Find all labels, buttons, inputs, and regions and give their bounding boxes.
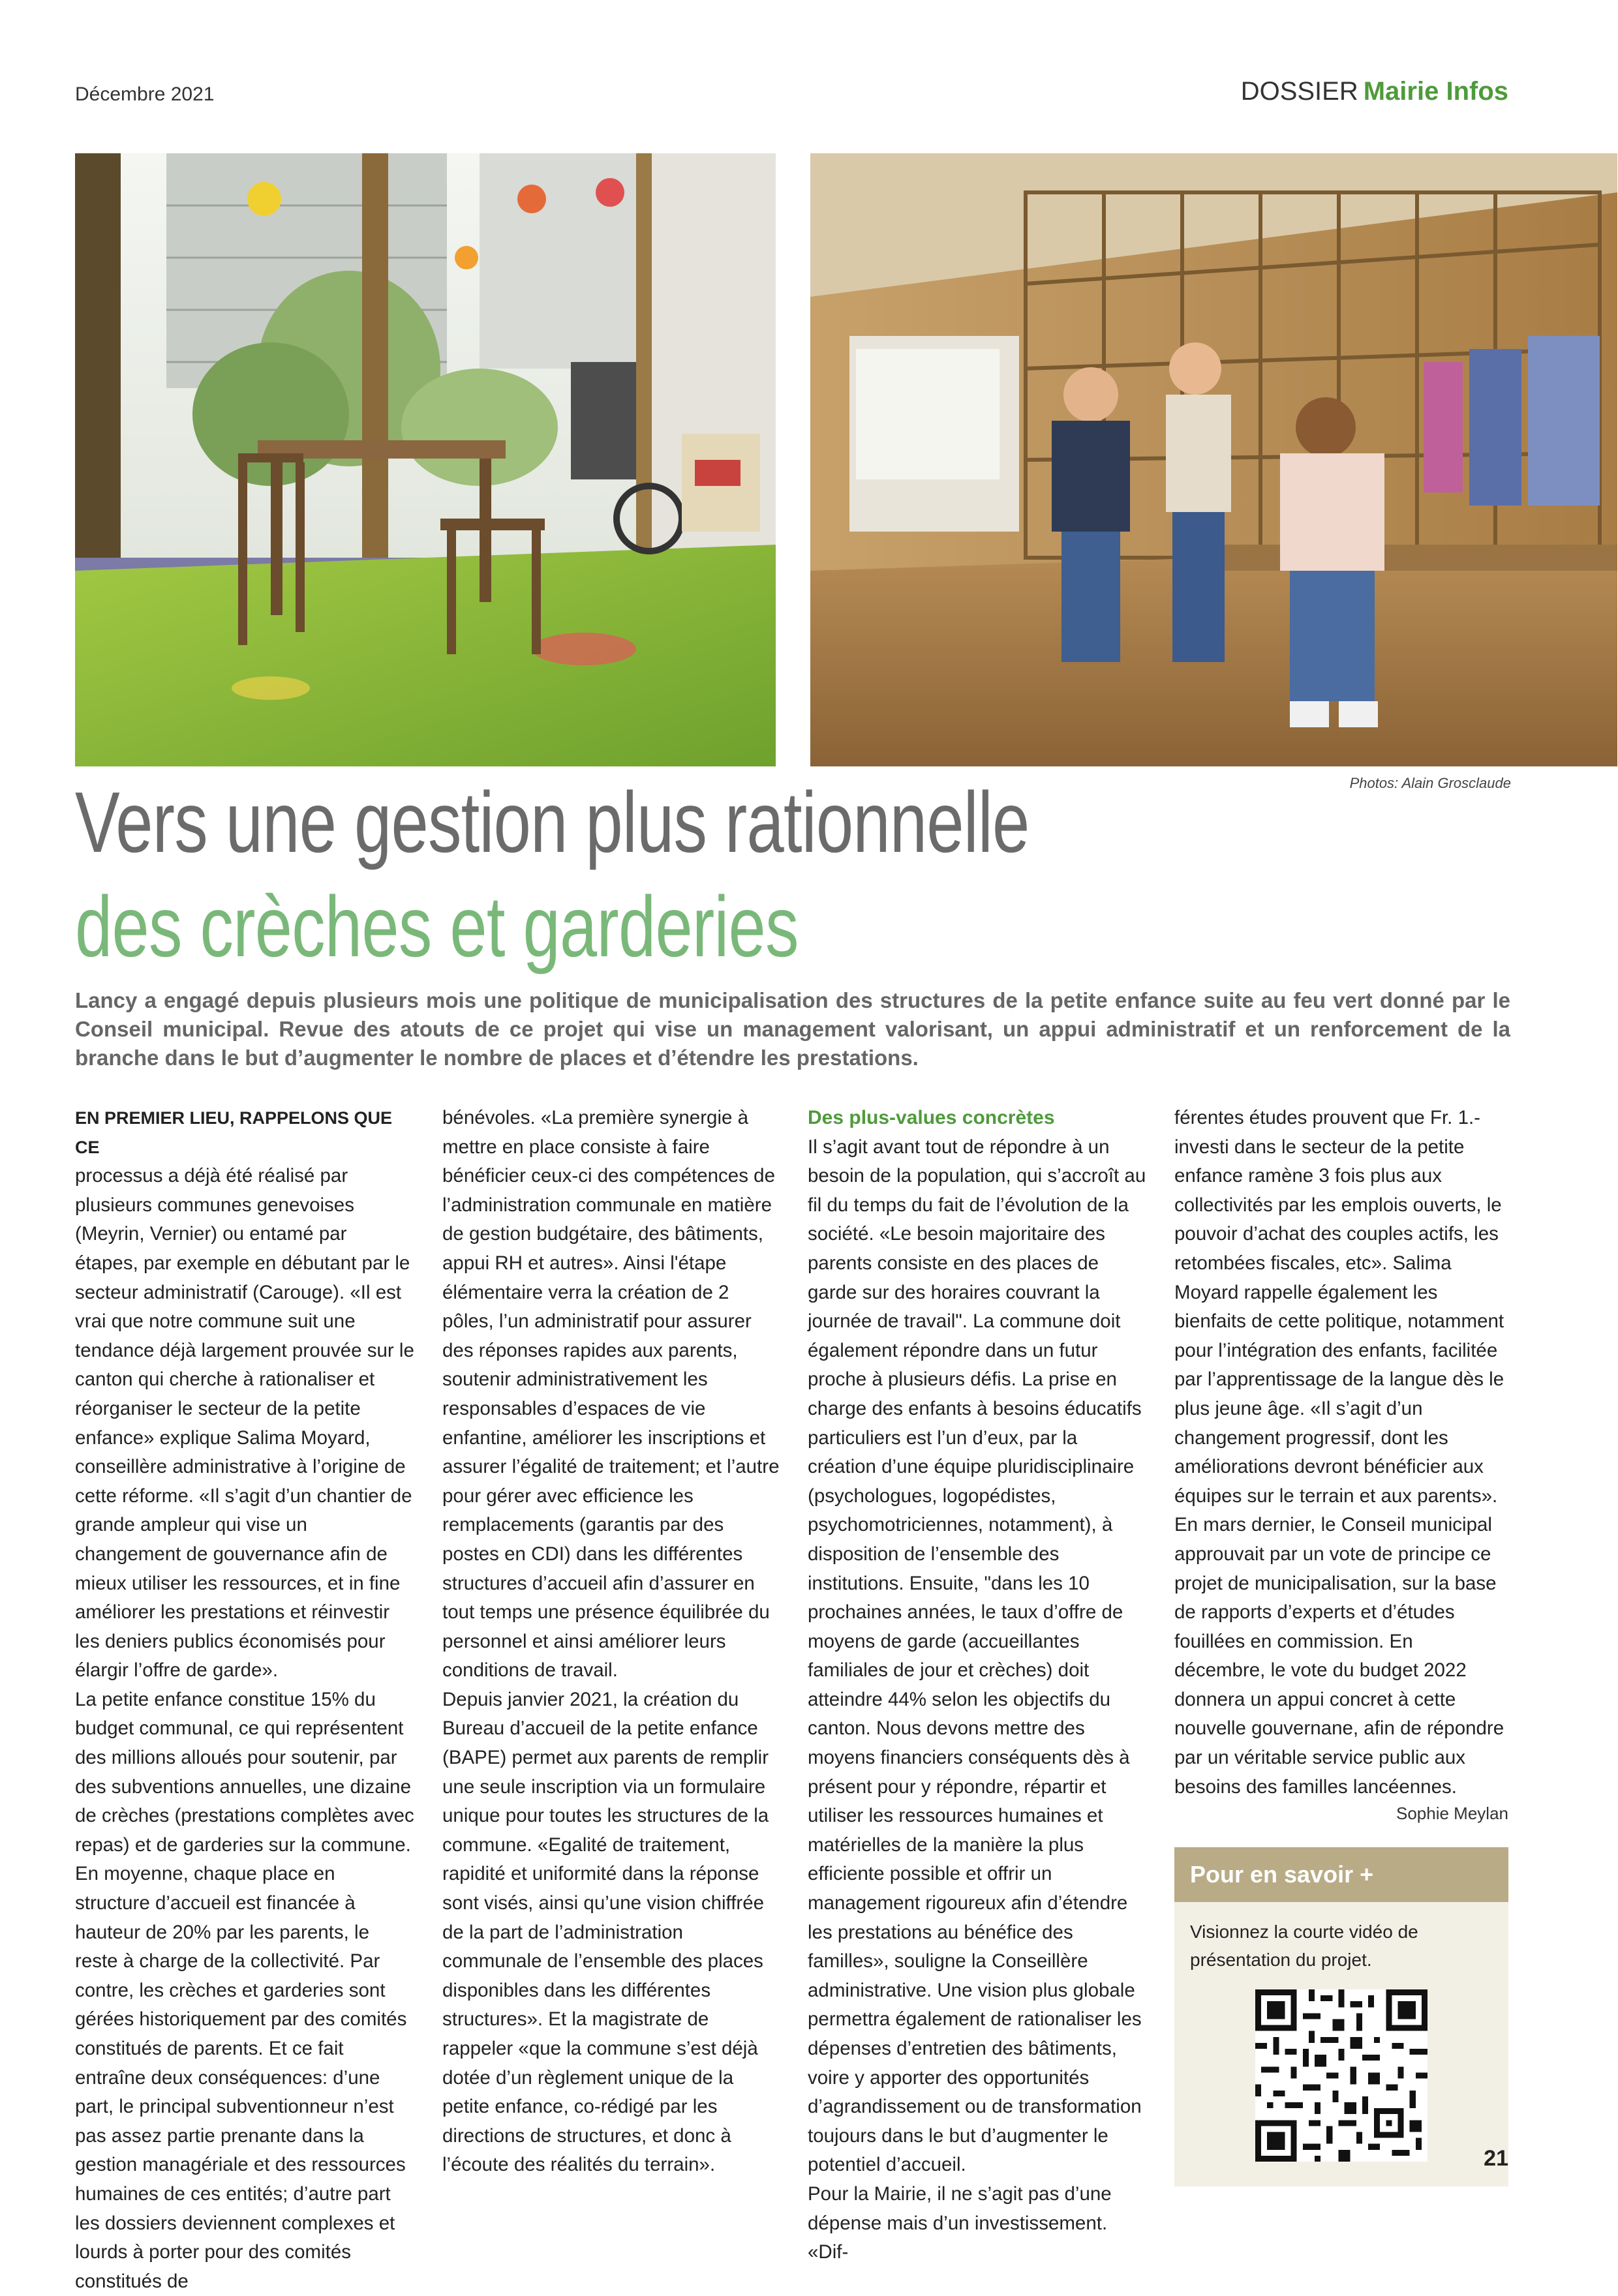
article-paragraph: férentes études prouvent que Fr. 1.- investi dans le secteur de la petite enfance ramène 3 fois plus aux collectivités par les emplois ouverts, le pouvoir d’achat des couples actifs, les retombées fiscales, etc». Salima Moyard rappelle également les bienfaits de cette politique, notamment pour l’intégration des enfants, facilitée par l’apprentissage de la langue dès le plus jeune âge. «Il s’agit d’un changement progressif, dont les améliorations devront bénéficier aux équipes sur le terrain et aux parents». En mars dernier, le Conseil municipal approuvait par un vote de principe ce projet de municipalisation, sur la base de rapports d’experts et d’études fouillées en commission. En décembre, le vote du budget 2022 donnera un appui concret à cette nouvelle gouvernane, afin de répondre par un véritable service public aux besoins des familles lancéennes. bbox=[1174, 1107, 1504, 1798]
article-column-4 bbox=[1174, 1104, 1508, 1802]
article-paragraph: Depuis janvier 2021, la création du Bureau d’accueil de la petite enfance (BAPE) permet aux parents de remplir une seule inscription via un formulaire unique pour toutes les structures de la commune. «Egalité de traitement, rapidité et uniformité dans la réponse sont visés, ainsi qu’une vision chiffrée de la part de l’administration communale de l’ensemble des places disponibles dans les différentes structures». Et la magistrate de rappeler «que la commune s’est déjà dotée d’un règlement unique de la petite enfance, co-rédigé par les directions de structures, et donc à l’écoute des réalités du terrain». bbox=[442, 1688, 769, 2176]
article-paragraph: Pour la Mairie, il ne s’agit pas d’une dépense mais d’un investissement. «Dif- bbox=[808, 2183, 1112, 2263]
page-number: 21 bbox=[1484, 2146, 1508, 2171]
article-paragraph: bénévoles. «La première synergie à mettre en place consiste à faire bénéficier ceux-ci des compétences de l’administration communale en matière de gestion budgétaire, des bâtiments, appui RH et autres». Ainsi l'étape élémentaire verra la création de 2 pôles, l’un administratif pour assurer des réponses rapides aux parents, soutenir administrativement les responsables d’espaces de vie enfantine, améliorer les inscriptions et assurer l’égalité de traitement; et l’autre pour gérer avec efficience les remplacements (garantis par des postes en CDI) dans les différentes structures d’accueil afin d’assurer en tout temps une présence équilibrée du personnel et ainsi améliorer leurs conditions de travail. bbox=[442, 1107, 780, 1682]
info-box-text: Visionnez la courte vidéo de présentation du projet. bbox=[1190, 1922, 1418, 1970]
article-lead: Lancy a engagé depuis plusieurs mois une politique de municipalisation des structures de la petite enfance suite au feu vert donné par le Conseil municipal. Revue des atouts de ce projet qui vise un management valorisant, un appui administratif et un renforcement de la branche dans le but d’augmenter le nombre de places et d’étendre les prestations. bbox=[75, 988, 1510, 1070]
article-paragraph: Il s’agit avant tout de répondre à un besoin de la population, qui s’accroît au fil du temps du fait de l’évolution de la société. «Le besoin majoritaire des parents consiste en des places de garde sur des horaires couvrant la journée de travail". La commune doit également répondre dans un futur proche à plusieurs défis. La prise en charge des enfants à besoins éducatifs particuliers est l’un d’eux, par la création d’une équipe pluridisciplinaire (psychologues, logopédistes, psychomotriciennes, notamment), à disposition de l’ensemble des institutions. Ensuite, "dans les 10 prochaines années, le taux d’offre de moyens de garde (accueillantes familiales de jour et crèches) doit atteindre 44% selon les objectifs du canton. Nous devons mettre des moyens financiers conséquents dès à présent pour y répondre, répartir et utiliser les ressources humaines et matérielles de la manière la plus efficiente possible et offrir un management rigoureux afin d’étendre les prestations au bénéfice des familles», souligne la Conseillère administrative. Une vision plus globale permettra également de rationaliser les dépenses d’entretien des bâtiments, voire y apporter des opportunités d’agrandissement ou de transformation toujours dans le but d’augmenter le potentiel d’accueil. bbox=[808, 1136, 1146, 2176]
qr-code-icon[interactable] bbox=[1255, 1989, 1427, 2162]
photo-playroom bbox=[75, 153, 776, 766]
section-header bbox=[1241, 77, 1508, 106]
author-signature: Sophie Meylan bbox=[1396, 1804, 1508, 1823]
article-column-3 bbox=[808, 1104, 1147, 2267]
article-column-1 bbox=[75, 1104, 414, 2296]
article-title-line1: Vers une gestion plus rationnelle bbox=[75, 774, 1030, 870]
section-subheading: Des plus-values concrètes bbox=[808, 1107, 1055, 1128]
magazine-name: Mairie Infos bbox=[1363, 77, 1508, 106]
article-paragraph: processus a déjà été réalisé par plusieurs communes genevoises (Meyrin, Vernier) ou entamé par étapes, par exemple en débutant par le secteur administratif (Carouge). «Il est vrai que notre commune suit une tendance déjà largement prouvée sur le canton qui cherche à rationaliser et réorganiser le secteur de la petite enfance» explique Salima Moyard, conseillère administrative à l’origine de cette réforme. «Il s’agit d’un chantier de grande ampleur qui vise un changement de gouvernance afin de mieux utiliser les ressources, et in fine améliorer les prestations et réinvestir les deniers publics économisés pour élargir l’offre de garde». bbox=[75, 1165, 414, 1682]
info-box-heading: Pour en savoir + bbox=[1174, 1847, 1508, 1902]
photo-cloakroom bbox=[810, 153, 1617, 766]
photo-credit: Photos: Alain Grosclaude bbox=[1349, 775, 1511, 791]
article-kicker: EN PREMIER LIEU, RAPPELONS QUE CE bbox=[75, 1108, 393, 1157]
article-title-line2: des crèches et garderies bbox=[75, 879, 799, 974]
section-label: DOSSIER bbox=[1240, 77, 1358, 106]
issue-date: Décembre 2021 bbox=[75, 83, 215, 105]
article-column-2 bbox=[442, 1104, 782, 2180]
article-paragraph: La petite enfance constitue 15% du budget communal, ce qui représentent des millions alloués pour soutenir, par des subventions annuelles, une dizaine de crèches (prestations complètes avec repas) et de garderies sur la commune. En moyenne, chaque place en structure d’accueil est financée à hauteur de 20% par les parents, le reste à charge de la collectivité. Par contre, les crèches et garderies sont gérées historiquement par des comités constitués de parents. Et ce fait entraîne deux conséquences: d’une part, le principal subventionneur n’est pas assez partie prenante dans la gestion managériale et des ressources humaines de ces entités; d’autre part les dossiers deviennent complexes et lourds à porter pour des comités constitués de bbox=[75, 1688, 414, 2292]
info-box bbox=[1174, 1847, 1508, 2186]
